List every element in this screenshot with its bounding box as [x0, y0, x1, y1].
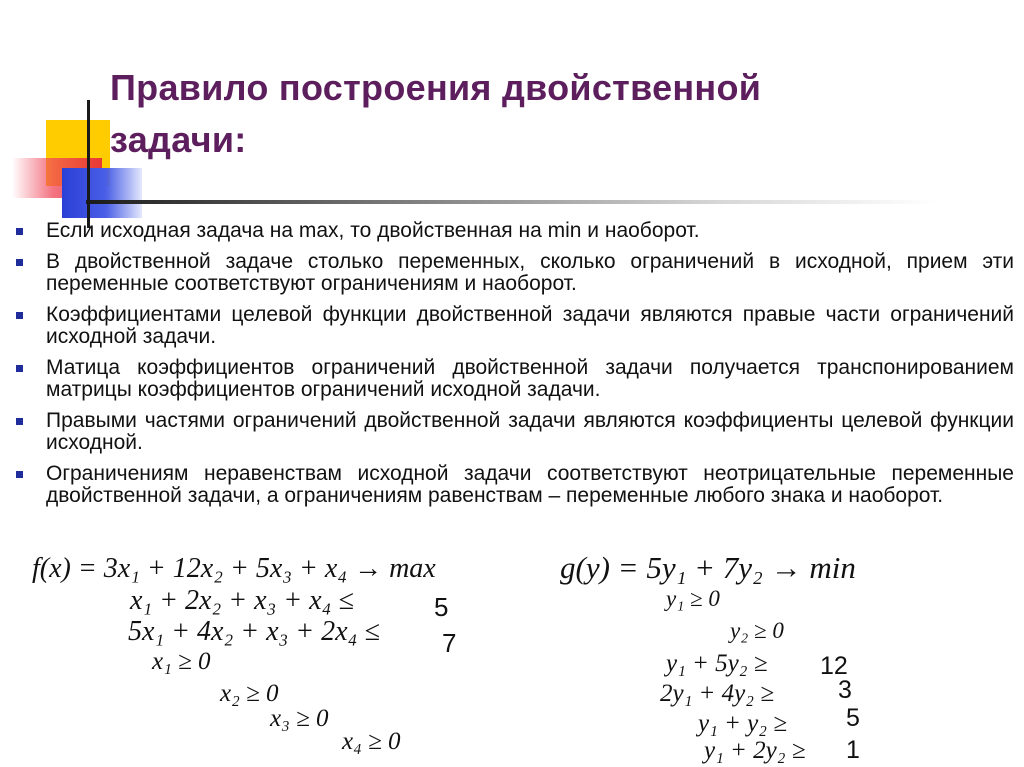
dual-rhs-4: 1	[846, 736, 860, 764]
primal-nonneg-x2: x₂ ≥ 0	[220, 680, 279, 707]
dual-constraint-2: 2y₁ + 4y₂ ≥	[660, 680, 774, 707]
dual-nonneg-y2: y₂ ≥ 0	[730, 618, 784, 643]
primal-constraint-2: 5x₁ + 4x₂ + x₃ + 2x₄ ≤	[128, 616, 380, 647]
primal-rhs-1: 5	[434, 592, 449, 622]
bullet-list	[14, 220, 1014, 516]
primal-nonneg-x4: x₄ ≥ 0	[342, 728, 401, 755]
bullet-item: Правыми частями ограничений двойственной задачи являются коэффициенты целевой функции исходной.	[14, 410, 1014, 454]
dual-rhs-1: 12	[820, 652, 848, 680]
dual-rhs-2: 3	[838, 676, 852, 704]
dual-constraint-3: y₁ + y₂ ≥	[698, 710, 787, 737]
primal-rhs-2: 7	[442, 628, 457, 658]
dual-rhs-3: 5	[846, 704, 860, 732]
decor-blue-square	[62, 168, 142, 218]
title-underline	[86, 200, 936, 204]
primal-nonneg-x1: x₁ ≥ 0	[152, 648, 211, 675]
dual-constraint-1: y₁ + 5y₂ ≥	[666, 650, 768, 677]
dual-objective: g(y) = 5y₁ + 7y₂ → min	[560, 550, 856, 585]
dual-nonneg-y1: y₁ ≥ 0	[666, 586, 720, 611]
slide-title: Правило построения двойственной задачи:	[110, 67, 762, 160]
bullet-item: Коэффициентами целевой функции двойственной задачи являются правые части ограничений исходной задачи.	[14, 304, 1014, 348]
primal-constraint-1: x₁ + 2x₂ + x₃ + x₄ ≤	[130, 585, 354, 616]
bullet-item: Ограничениям неравенствам исходной задачи соответствуют неотрицательные переменные двойственной задачи, а ограничениям равенствам – переменные любого знака и наоборот.	[14, 463, 1014, 507]
bullet-item: Если исходная задача на max, то двойственная на min и наоборот.	[14, 220, 1014, 242]
decor-vertical-line	[87, 100, 90, 228]
primal-objective: f(x) = 3x₁ + 12x₂ + 5x₃ + x₄ → max	[32, 553, 436, 584]
primal-nonneg-x3: x₃ ≥ 0	[270, 705, 329, 732]
dual-constraint-4: y₁ + 2y₂ ≥	[704, 737, 806, 764]
bullet-item: В двойственной задаче столько переменных, сколько ограничений в исходной, прием эти переменные соответствуют ограничениям и наоборот.	[14, 251, 1014, 295]
bullet-item: Матица коэффициентов ограничений двойственной задачи получается транспонированием матрицы коэффициентов ограничений исходной задачи.	[14, 357, 1014, 401]
